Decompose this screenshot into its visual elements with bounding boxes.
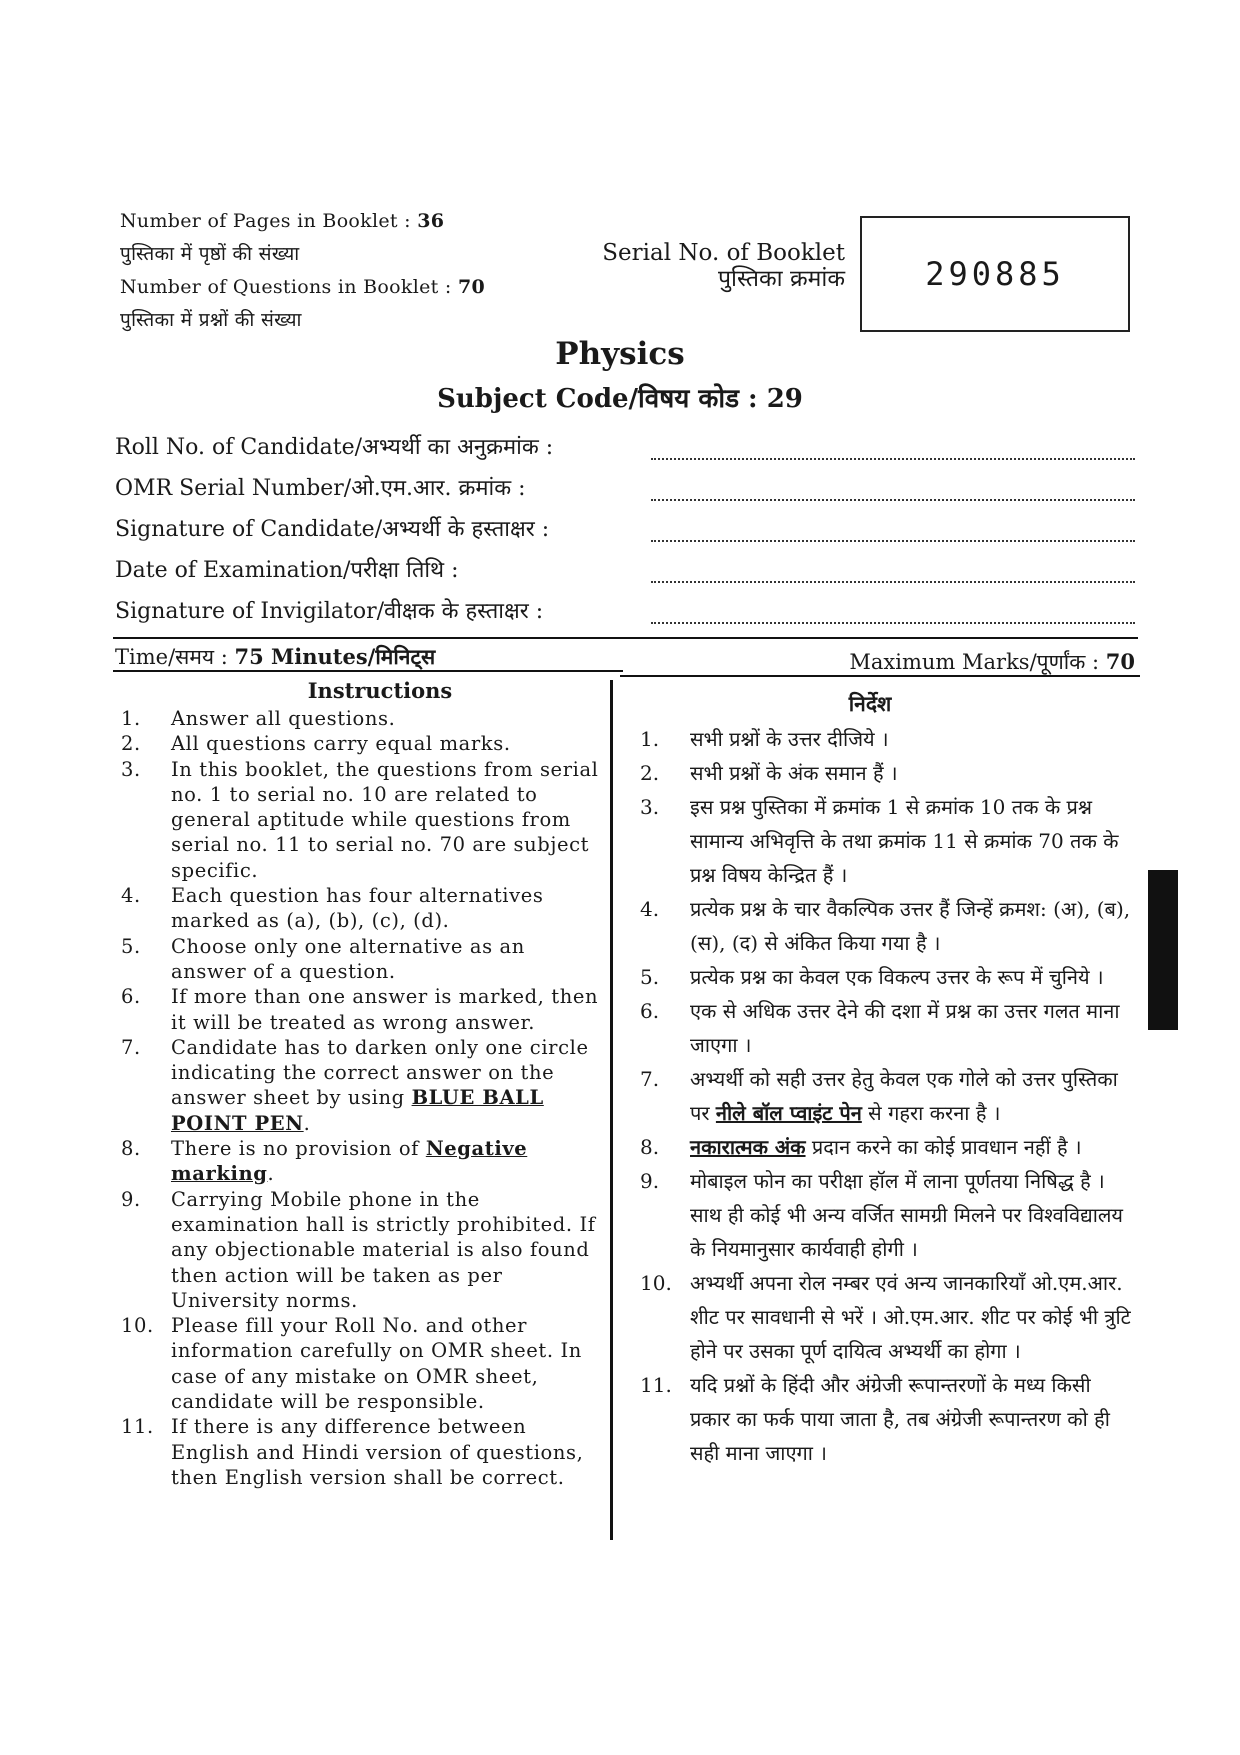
fill-line — [651, 458, 1135, 460]
list-item: 3. इस प्रश्न पुस्तिका में क्रमांक 1 से क्रमांक 10 तक के प्रश्न सामान्य अभिवृत्ति के तथा क्रमांक 11 से क्रमांक 70 तक के प्रश्न विषय केन्द्रित हैं । — [640, 795, 1119, 887]
omr-serial-field[interactable] — [115, 469, 1135, 509]
list-item: 4. Each question has four alternatives marked as (a), (b), (c), (d). — [121, 884, 544, 933]
pages-count-label-hi: पुस्तिका में पृष्ठों की संख्या — [120, 243, 300, 265]
serial-number: 290885 — [925, 255, 1065, 293]
emphasis: Negative marking — [171, 1137, 528, 1186]
emphasis: BLUE BALL POINT PEN — [171, 1086, 544, 1135]
pages-count-line: Number of Pages in Booklet : 36 — [120, 210, 445, 232]
field-label: Signature of Candidate/अभ्यर्थी के हस्ताक्षर : — [115, 517, 550, 542]
left-header-rule — [113, 670, 623, 672]
serial-label-hi: पुस्तिका क्रमांक — [717, 266, 845, 292]
instructions-heading-hi: निर्देश — [848, 691, 892, 716]
list-item: 7. Candidate has to darken only one circle indicating the correct answer on the answer sheet by using BLUE BALL POINT PEN. — [121, 1035, 589, 1135]
list-item: 11. If there is any difference between English and Hindi version of questions, then English version shall be correct. — [121, 1415, 584, 1489]
instructions-list-en — [121, 706, 601, 1490]
list-item: 5. प्रत्येक प्रश्न का केवल एक विकल्प उत्तर के रूप में चुनिये । — [640, 965, 1104, 989]
serial-label: Serial No. of Booklet — [602, 240, 845, 266]
fill-line — [651, 540, 1135, 542]
list-item: 5. Choose only one alternative as an answer of a question. — [121, 934, 525, 983]
top-divider — [113, 637, 1138, 639]
list-item: 2. All questions carry equal marks. — [121, 732, 511, 756]
instructions-list-hi — [640, 722, 1135, 1470]
list-item: 1. Answer all questions. — [121, 707, 396, 730]
column-divider — [610, 680, 613, 1540]
max-marks-value: 70 — [1105, 649, 1135, 674]
questions-count-line: Number of Questions in Booklet : 70 — [120, 276, 485, 298]
time-line: Time/समय : 75 Minutes/मिनिट्स — [115, 644, 436, 669]
right-header-rule — [620, 675, 1140, 677]
list-item: 1. सभी प्रश्नों के उत्तर दीजिये । — [640, 727, 889, 751]
edge-tab-marker — [1148, 870, 1178, 1030]
invigilator-signature-field[interactable] — [115, 592, 1135, 632]
field-label: Date of Examination/परीक्षा तिथि : — [115, 558, 459, 583]
field-label: Roll No. of Candidate/अभ्यर्थी का अनुक्रमांक : — [115, 435, 554, 460]
list-item: 11. यदि प्रश्नों के हिंदी और अंग्रेजी रूपान्तरणों के मध्य किसी प्रकार का फर्क पाया जाता है, तब अंग्रेजी रूपान्तरण को ही सही माना जाएगा । — [640, 1373, 1110, 1465]
questions-count-value: 70 — [457, 276, 485, 298]
list-item: 9. Carrying Mobile phone in the examination hall is strictly prohibited. If any objectionable material is also found then action will be taken as per University norms. — [121, 1187, 596, 1312]
fill-line — [651, 581, 1135, 583]
list-item: 9. मोबाइल फोन का परीक्षा हॉल में लाना पूर्णतया निषिद्ध है । साथ ही कोई भी अन्य वर्जित सामग्री मिलने पर विश्वविद्यालय के नियमानुसार कार्यवाही होगी । — [640, 1169, 1124, 1261]
list-item: 6. If more than one answer is marked, then it will be treated as wrong answer. — [121, 985, 599, 1034]
list-item: 7. अभ्यर्थी को सही उत्तर हेतु केवल एक गोले को उत्तर पुस्तिका पर नीले बॉल प्वाइंट पेन से गहरा करना है । — [640, 1067, 1118, 1125]
list-item: 8. नकारात्मक अंक प्रदान करने का कोई प्रावधान नहीं है । — [640, 1135, 1082, 1159]
serial-label-block — [560, 240, 845, 292]
emphasis: नकारात्मक अंक — [690, 1135, 806, 1159]
subject-title: Physics — [555, 336, 685, 372]
serial-number-box — [860, 216, 1130, 332]
list-item: 2. सभी प्रश्नों के अंक समान हैं । — [640, 761, 898, 785]
candidate-signature-field[interactable] — [115, 510, 1135, 550]
list-item: 6. एक से अधिक उत्तर देने की दशा में प्रश्न का उत्तर गलत माना जाएगा । — [640, 999, 1120, 1057]
exam-date-field[interactable] — [115, 551, 1135, 591]
fill-line — [651, 622, 1135, 624]
time-value: 75 Minutes/मिनिट्स — [234, 644, 436, 669]
fill-line — [651, 499, 1135, 501]
instructions-heading-en: Instructions — [307, 678, 453, 703]
list-item: 3. In this booklet, the questions from serial no. 1 to serial no. 10 are related to general aptitude while questions from serial no. 11 to serial no. 70 are subject specific. — [121, 757, 599, 882]
list-item: 10. अभ्यर्थी अपना रोल नम्बर एवं अन्य जानकारियाँ ओ.एम.आर. शीट पर सावधानी से भरें । ओ.एम.आर. शीट पर कोई भी त्रुटि होने पर उसका पूर्ण दायित्व अभ्यर्थी का होगा । — [640, 1271, 1131, 1363]
list-item: 4. प्रत्येक प्रश्न के चार वैकल्पिक उत्तर हैं जिन्हें क्रमश: (अ), (ब), (स), (द) से अंकित किया गया है । — [640, 897, 1131, 955]
subject-code: Subject Code/विषय कोड : 29 — [437, 384, 803, 414]
max-marks-line: Maximum Marks/पूर्णांक : 70 — [849, 649, 1135, 674]
list-item: 8. There is no provision of Negative marking. — [121, 1137, 528, 1186]
questions-count-label-hi: पुस्तिका में प्रश्नों की संख्या — [120, 309, 302, 331]
emphasis: नीले बॉल प्वाइंट पेन — [715, 1101, 862, 1125]
booklet-meta — [120, 205, 485, 337]
roll-number-field[interactable] — [115, 428, 1135, 468]
list-item: 10. Please fill your Roll No. and other information carefully on OMR sheet. In case of any mistake on OMR sheet, candidate will be responsible. — [121, 1314, 582, 1414]
field-label: Signature of Invigilator/वीक्षक के हस्ताक्षर : — [115, 599, 544, 624]
pages-count-value: 36 — [417, 210, 445, 232]
field-label: OMR Serial Number/ओ.एम.आर. क्रमांक : — [115, 476, 526, 501]
